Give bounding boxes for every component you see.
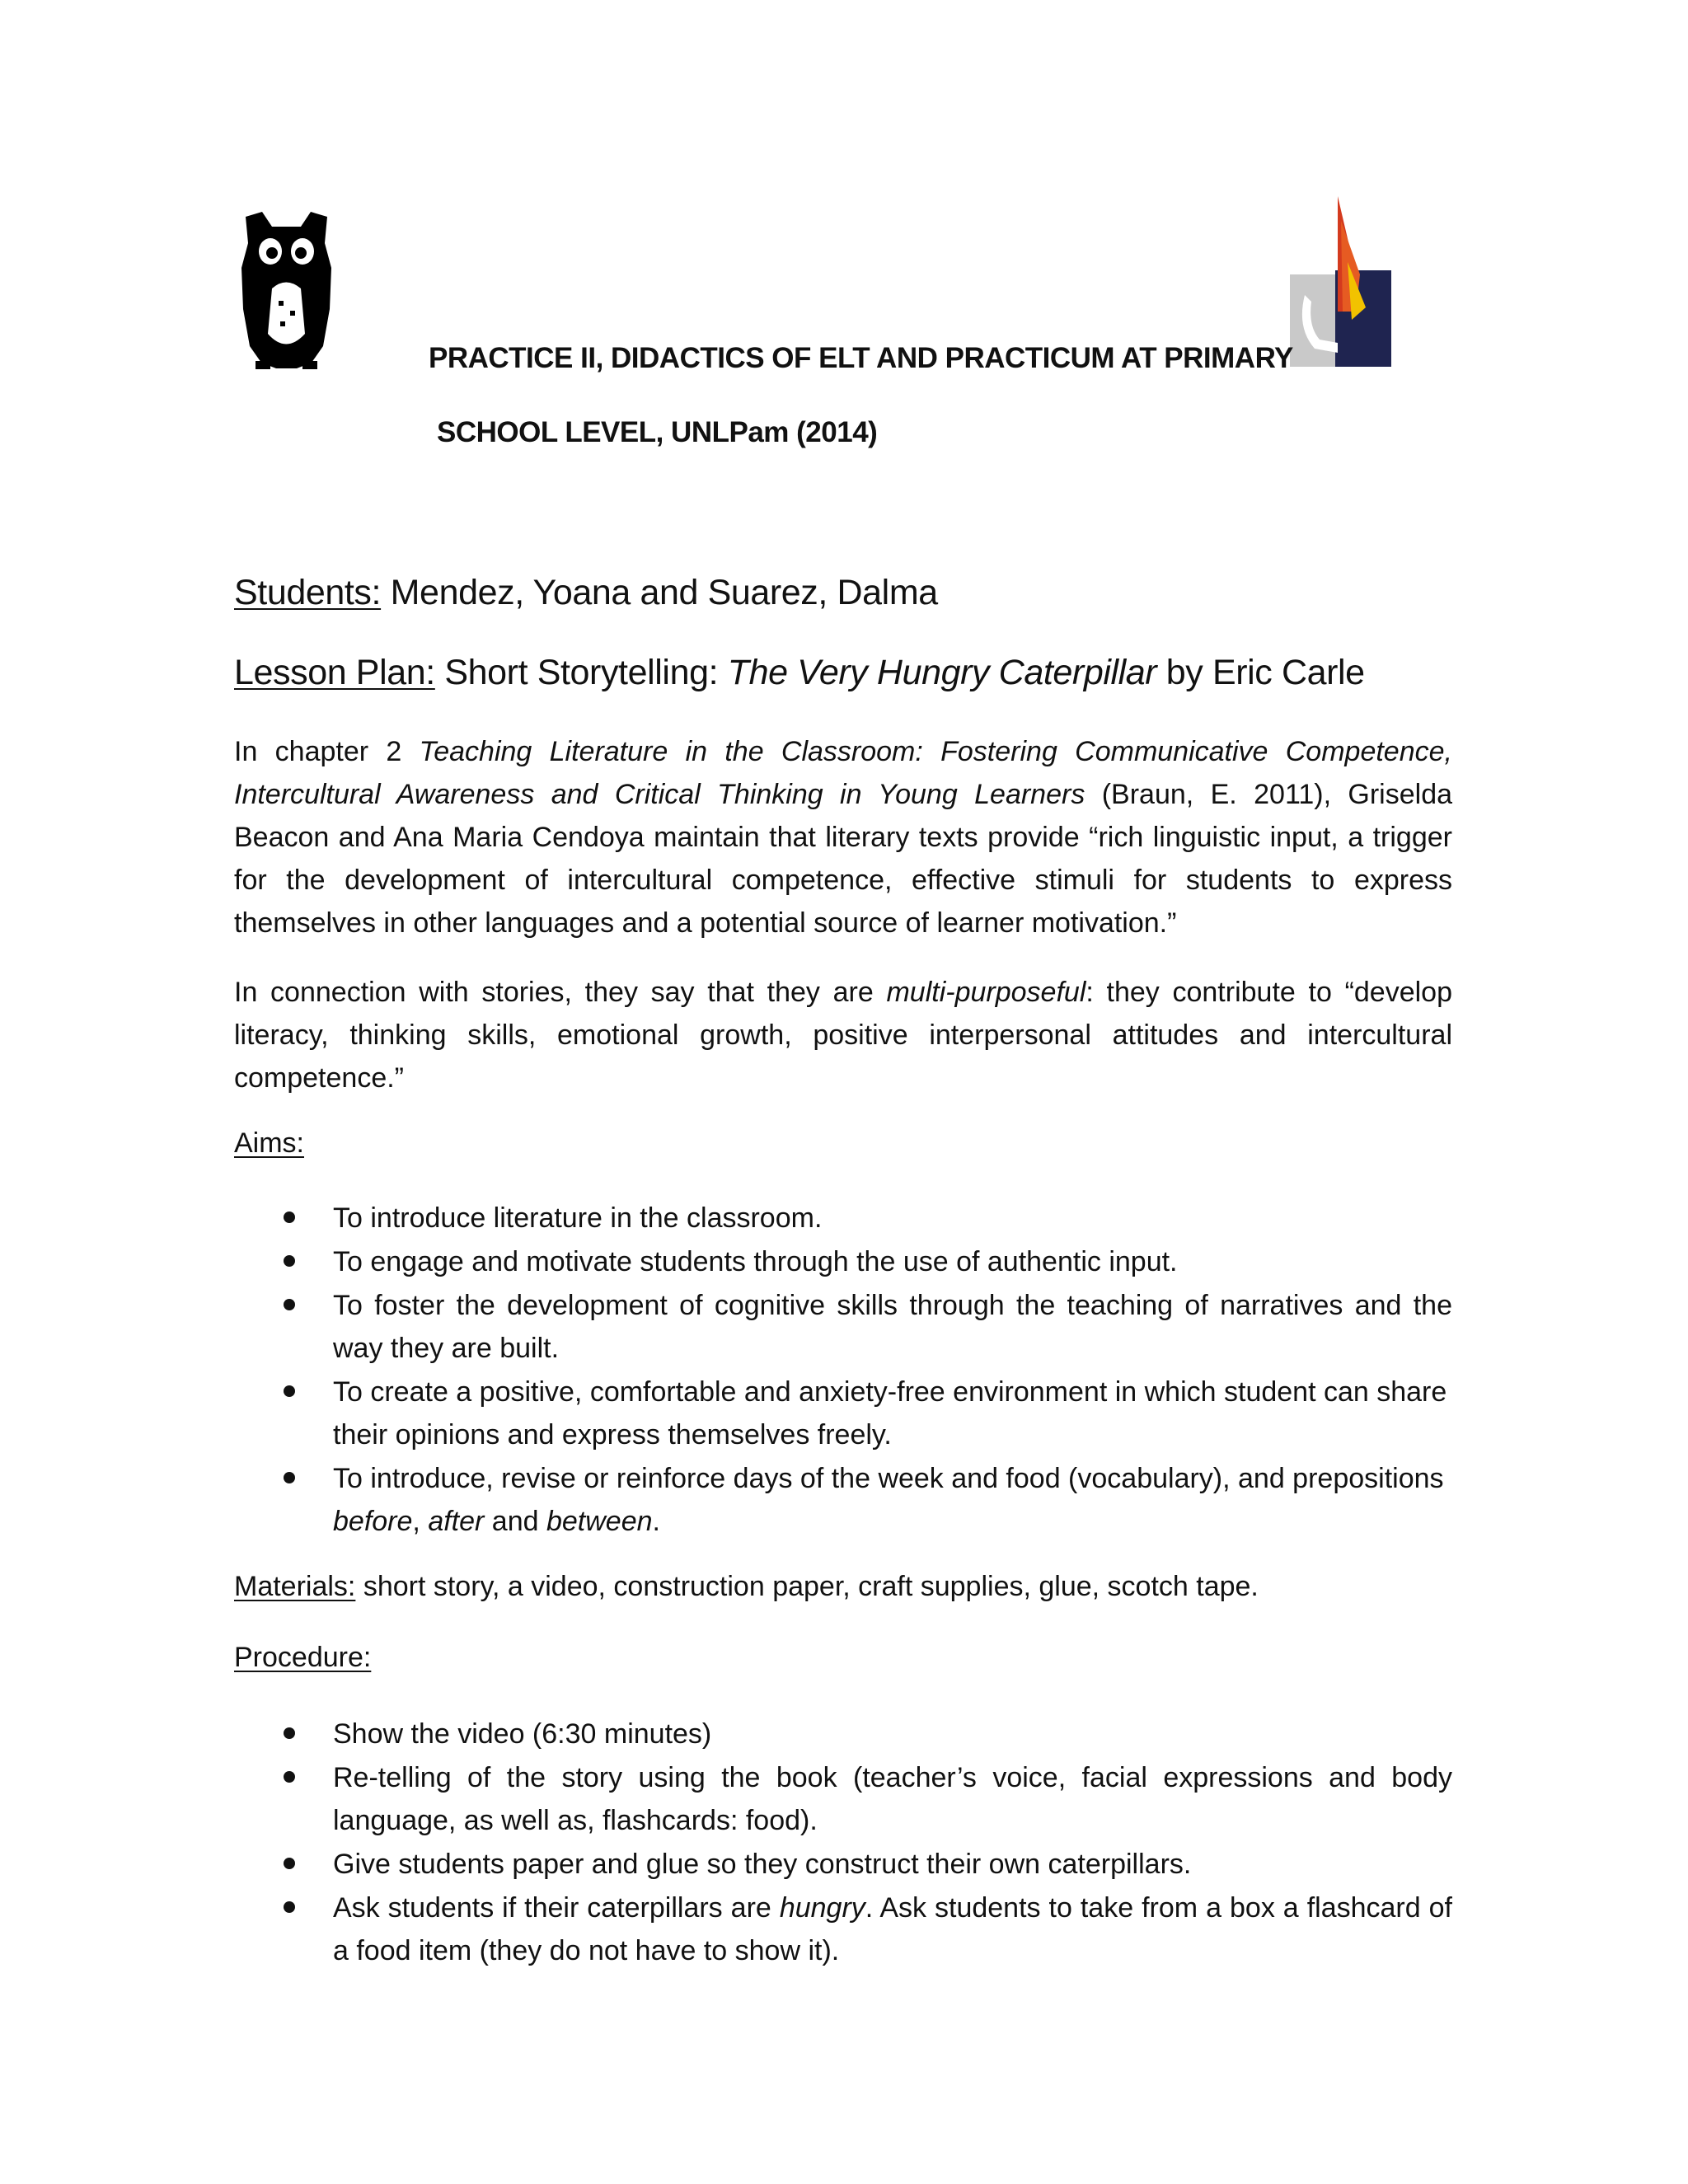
list-item: To introduce, revise or reinforce days of the week and food (vocabulary), and prepositions before, after and between. [234,1457,1452,1543]
bullet-icon [284,1212,295,1223]
list-item: To introduce literature in the classroom. [234,1197,1452,1240]
bullet-icon [284,1771,295,1783]
intro-p1-b: (Braun, E. 2011), Griselda Beacon and Ana Maria Cendoya maintain that literary texts provide “rich linguistic input, a trigger for the development of intercultural competence, effective stimuli for students to express themselves in other languages and a potential source of learner motivation.” [234,779,1453,939]
students-label: Students: [234,573,382,612]
lesson-plan-label: Lesson Plan: [234,653,435,692]
bullet-icon [284,1299,295,1310]
university-logo [1290,196,1393,371]
intro-p1-a: In chapter 2 [234,736,420,767]
list-item: Give students paper and glue so they construct their own caterpillars. [234,1843,1452,1886]
aims-heading: Aims: [234,1127,304,1159]
owl-logo [239,210,334,371]
procedure-list [234,1713,1452,1973]
intro-p2-a: In connection with stories, they say that they are [234,977,887,1008]
header-line-1: PRACTICE II, DIDACTICS OF ELT AND PRACTICUM AT PRIMARY [429,342,1293,374]
bullet-icon [284,1255,295,1267]
intro-paragraph-1 [234,730,1452,944]
list-item: Re-telling of the story using the book (teacher’s voice, facial expressions and body language, as well as, flashcards: food). [234,1756,1452,1842]
list-item: Ask students if their caterpillars are hungry. Ask students to take from a box a flashcard of a food item (they do not have to show it). [234,1886,1452,1972]
intro-p2-italic: multi-purposeful [886,977,1086,1008]
students-value: Mendez, Yoana and Suarez, Dalma [381,573,938,612]
materials-line [234,1571,1259,1603]
bullet-icon [284,1472,295,1483]
bullet-icon [284,1727,295,1739]
lesson-plan-line [234,653,1365,693]
lesson-plan-title: The Very Hungry Caterpillar [727,653,1157,692]
list-item: To foster the development of cognitive skills through the teaching of narratives and the way they are built. [234,1284,1452,1370]
header-line-2: SCHOOL LEVEL, UNLPam (2014) [437,416,878,448]
aims-list [234,1197,1452,1544]
bullet-icon [284,1858,295,1869]
list-item: To create a positive, comfortable and anxiety-free environment in which student can share their opinions and express themselves freely. [234,1371,1452,1456]
bullet-icon [284,1901,295,1913]
procedure-heading: Procedure: [234,1642,372,1673]
bullet-icon [284,1385,295,1397]
lesson-plan-suffix: by Eric Carle [1156,653,1365,692]
materials-label: Materials: [234,1571,356,1602]
students-line [234,573,938,613]
intro-p1-italic: Teaching Literature in the Classroom: Fostering Communicative Competence, Intercultural Awareness and Critical Thinking in Young Learners [234,736,1452,810]
list-item: To engage and motivate students through the use of authentic input. [234,1240,1452,1283]
intro-p2-b: : they contribute to “develop literacy, thinking skills, emotional growth, positive interpersonal attitudes and intercultural competence.” [234,977,1452,1094]
materials-value: short story, a video, construction paper, craft supplies, glue, scotch tape. [355,1571,1259,1602]
list-item: Show the video (6:30 minutes) [234,1713,1452,1755]
lesson-plan-prefix: Short Storytelling: [434,653,728,692]
intro-paragraph-2 [234,971,1452,1099]
